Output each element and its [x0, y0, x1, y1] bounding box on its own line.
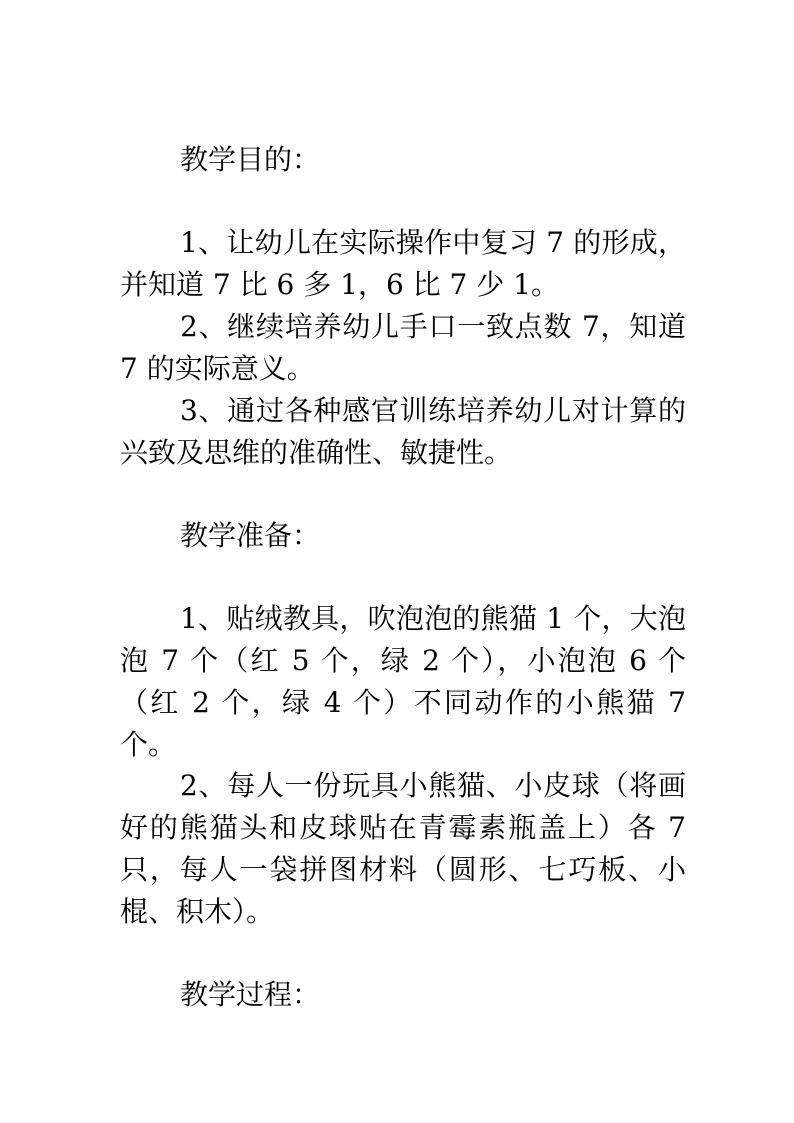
- objective-item-2: 2、继续培养幼儿手口一致点数 7，知道 7 的实际意义。: [120, 310, 686, 385]
- preparation-item-1: 1、贴绒教具，吹泡泡的熊猫 1 个，大泡泡 7 个（红 5 个，绿 2 个），小泡泡 6 个（红 2 个，绿 4 个）不同动作的小熊猫 7 个。: [120, 602, 686, 761]
- objective-item-3: 3、通过各种感官训练培养幼儿对计算的兴致及思维的准确性、敏捷性。: [120, 394, 686, 469]
- heading-objectives: 教学目的：: [180, 143, 321, 176]
- heading-preparation: 教学准备：: [180, 519, 321, 552]
- objective-item-1: 1、让幼儿在实际操作中复习 7 的形成，并知道 7 比 6 多 1，6 比 7 少 1。: [120, 226, 686, 301]
- preparation-item-2: 2、每人一份玩具小熊猫、小皮球（将画好的熊猫头和皮球贴在青霉素瓶盖上）各 7 只，每人一袋拼图材料（圆形、七巧板、小棍、积木）。: [120, 769, 686, 928]
- heading-process: 教学过程：: [180, 978, 321, 1011]
